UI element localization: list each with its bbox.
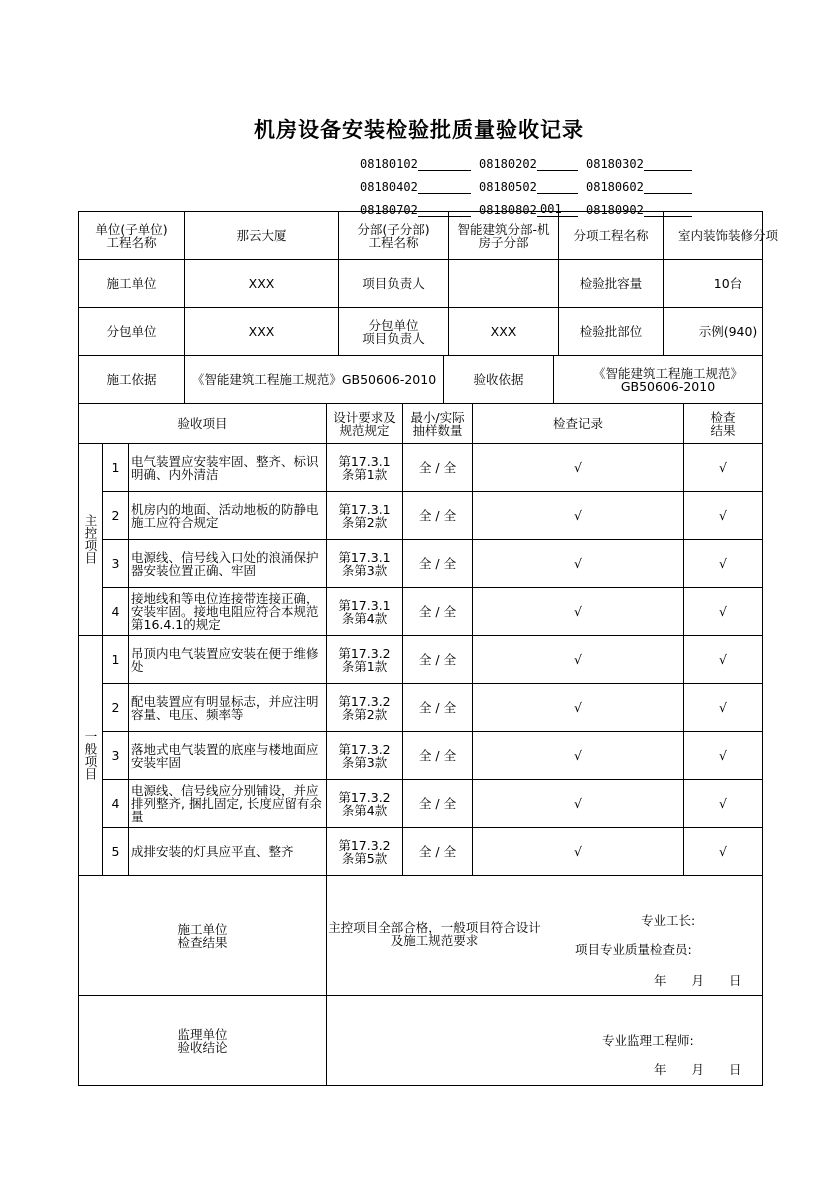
item-record: √ xyxy=(473,684,684,732)
batch-capacity-label: 检验批容量 xyxy=(559,260,664,307)
table-row xyxy=(79,260,763,308)
code-value: 001 xyxy=(537,202,578,217)
header-row xyxy=(79,356,763,404)
subcontract-manager-label: 分包单位 项目负责人 xyxy=(339,308,449,355)
item-record: √ xyxy=(473,780,684,828)
table-row xyxy=(79,444,763,492)
acceptance-basis-label: 验收依据 xyxy=(444,356,554,403)
item-description: 成排安装的灯具应平直、整齐 xyxy=(129,828,327,876)
subcontract-unit-value: XXX xyxy=(185,308,339,355)
table-row xyxy=(79,636,763,684)
item-project-value: 室内装饰装修分项 xyxy=(664,212,793,259)
item-spec: 第17.3.1 条第2款 xyxy=(327,492,403,540)
batch-location-value: 示例(940) xyxy=(664,308,793,355)
code-value xyxy=(418,156,471,171)
code-value xyxy=(418,179,471,194)
code-value xyxy=(644,179,692,194)
table-row xyxy=(79,540,763,588)
item-result: √ xyxy=(684,636,763,684)
item-sample: 全 / 全 xyxy=(403,588,473,636)
foreman-signature: 专业工长: xyxy=(641,912,696,928)
item-result: √ xyxy=(684,588,763,636)
item-sample: 全 / 全 xyxy=(403,492,473,540)
table-row xyxy=(79,876,763,996)
item-spec: 第17.3.1 条第3款 xyxy=(327,540,403,588)
table-row xyxy=(79,588,763,636)
item-number: 3 xyxy=(103,732,129,780)
col-item-header: 验收项目 xyxy=(79,404,327,444)
code-entry xyxy=(479,179,586,194)
table-row xyxy=(79,780,763,828)
col-record-header: 检查记录 xyxy=(473,404,684,444)
acceptance-basis-value: 《智能建筑工程施工规范》 GB50606-2010 xyxy=(554,356,783,403)
table-row xyxy=(79,404,763,444)
code-number: 08180802 xyxy=(479,203,537,217)
item-sample: 全 / 全 xyxy=(403,540,473,588)
code-value xyxy=(537,156,578,171)
construction-check-label: 施工单位 检查结果 xyxy=(79,876,327,996)
item-result: √ xyxy=(684,732,763,780)
item-sample: 全 / 全 xyxy=(403,828,473,876)
item-sample: 全 / 全 xyxy=(403,444,473,492)
table-row xyxy=(79,212,763,260)
construction-check-body xyxy=(327,876,763,996)
header-row xyxy=(79,260,763,308)
code-number: 08180702 xyxy=(360,203,418,217)
code-value xyxy=(537,179,578,194)
construction-date: 年 月 日 xyxy=(654,972,742,988)
table-row xyxy=(79,308,763,356)
construction-unit-label: 施工单位 xyxy=(106,276,157,291)
code-number: 08180402 xyxy=(360,180,418,194)
item-record: √ xyxy=(473,636,684,684)
item-spec: 第17.3.2 条第1款 xyxy=(327,636,403,684)
item-number: 1 xyxy=(103,636,129,684)
item-sample: 全 / 全 xyxy=(403,732,473,780)
item-description: 接地线和等电位连接带连接正确，安装牢固。接地电阻应符合本规范第16.4.1的规定 xyxy=(129,588,327,636)
code-entry xyxy=(360,179,479,194)
subcontract-manager-value: XXX xyxy=(449,308,559,355)
item-spec: 第17.3.1 条第4款 xyxy=(327,588,403,636)
construction-sign-area xyxy=(327,877,762,995)
code-block xyxy=(360,148,692,217)
item-description: 电源线、信号线应分别铺设，并应排列整齐, 捆扎固定, 长度应留有余量 xyxy=(129,780,327,828)
item-number: 5 xyxy=(103,828,129,876)
general-group-label xyxy=(79,636,103,876)
table-row xyxy=(79,492,763,540)
main-group-label xyxy=(79,444,103,636)
col-spec-header: 设计要求及 规范规定 xyxy=(327,404,403,444)
item-description: 落地式电气装置的底座与楼地面应安装牢固 xyxy=(129,732,327,780)
subcontract-unit-label: 分包单位 xyxy=(106,324,157,339)
item-result: √ xyxy=(684,780,763,828)
header-row xyxy=(79,308,763,356)
code-row xyxy=(360,148,692,171)
inspector-signature: 项目专业质量检查员: xyxy=(575,941,692,957)
project-manager-value xyxy=(449,260,559,307)
code-entry xyxy=(479,156,586,171)
batch-location-label: 检验批部位 xyxy=(559,308,664,355)
main-group-label-text: 主控项目 xyxy=(83,513,98,564)
item-number: 2 xyxy=(103,492,129,540)
item-result: √ xyxy=(684,540,763,588)
item-number: 3 xyxy=(103,540,129,588)
general-group-label-text: 一般项目 xyxy=(83,729,98,780)
page-title: 机房设备安装检验批质量验收记录 xyxy=(254,118,584,142)
supervision-sign-area xyxy=(327,997,762,1085)
construction-conclusion: 主控项目全部合格，一般项目符合设计及施工规范要求 xyxy=(328,919,541,948)
item-spec: 第17.3.1 条第1款 xyxy=(327,444,403,492)
item-result: √ xyxy=(684,444,763,492)
item-number: 1 xyxy=(103,444,129,492)
code-number: 08180202 xyxy=(479,157,537,171)
table-row xyxy=(79,828,763,876)
supervision-engineer: 专业监理工程师: xyxy=(602,1032,694,1048)
code-number: 08180502 xyxy=(479,180,537,194)
item-spec: 第17.3.2 条第5款 xyxy=(327,828,403,876)
item-description: 配电装置应有明显标志，并应注明容量、电压、频率等 xyxy=(129,684,327,732)
item-result: √ xyxy=(684,828,763,876)
unit-project-label: 单位(子单位) 工程名称 xyxy=(95,221,168,250)
item-project-label: 分项工程名称 xyxy=(559,212,664,259)
code-number: 08180902 xyxy=(586,203,644,217)
item-description: 吊顶内电气装置应安装在便于维修处 xyxy=(129,636,327,684)
batch-capacity-value: 10台 xyxy=(664,260,793,307)
item-record: √ xyxy=(473,444,684,492)
item-description: 电气装置应安装牢固、整齐、标识明确、内外清洁 xyxy=(129,444,327,492)
item-number: 4 xyxy=(103,588,129,636)
code-value xyxy=(644,156,692,171)
item-result: √ xyxy=(684,492,763,540)
acceptance-form xyxy=(78,211,778,1086)
sub-project-label: 分部(子分部) 工程名称 xyxy=(339,212,449,259)
code-number: 08180602 xyxy=(586,180,644,194)
code-row xyxy=(360,171,692,194)
code-entry xyxy=(586,156,692,171)
table-row xyxy=(79,684,763,732)
item-record: √ xyxy=(473,732,684,780)
item-record: √ xyxy=(473,492,684,540)
item-spec: 第17.3.2 条第2款 xyxy=(327,684,403,732)
item-sample: 全 / 全 xyxy=(403,780,473,828)
supervision-body xyxy=(327,996,763,1086)
item-result: √ xyxy=(684,684,763,732)
supervision-date: 年 月 日 xyxy=(654,1061,742,1077)
table-row xyxy=(79,356,763,404)
construction-basis-value: 《智能建筑工程施工规范》GB50606-2010 xyxy=(185,356,444,403)
construction-unit-value: XXX xyxy=(185,260,339,307)
code-entry xyxy=(586,179,692,194)
code-number: 08180302 xyxy=(586,157,644,171)
table-row xyxy=(79,732,763,780)
code-number: 08180102 xyxy=(360,157,418,171)
unit-project-value: 那云大厦 xyxy=(185,212,339,259)
item-number: 4 xyxy=(103,780,129,828)
item-spec: 第17.3.2 条第4款 xyxy=(327,780,403,828)
item-spec: 第17.3.2 条第3款 xyxy=(327,732,403,780)
item-record: √ xyxy=(473,588,684,636)
construction-basis-label: 施工依据 xyxy=(106,372,157,387)
item-number: 2 xyxy=(103,684,129,732)
col-sample-header: 最小/实际 抽样数量 xyxy=(403,404,473,444)
item-description: 电源线、信号线入口处的浪涌保护器安装位置正确、牢固 xyxy=(129,540,327,588)
table-row xyxy=(79,996,763,1086)
code-entry xyxy=(360,156,479,171)
item-description: 机房内的地面、活动地板的防静电施工应符合规定 xyxy=(129,492,327,540)
header-row xyxy=(79,212,778,260)
sub-project-value: 智能建筑分部-机 房子分部 xyxy=(449,212,559,259)
supervision-label: 监理单位 验收结论 xyxy=(79,996,327,1086)
project-manager-label: 项目负责人 xyxy=(339,260,449,307)
col-result-header: 检查 结果 xyxy=(684,404,763,444)
item-record: √ xyxy=(473,828,684,876)
item-sample: 全 / 全 xyxy=(403,684,473,732)
item-sample: 全 / 全 xyxy=(403,636,473,684)
item-record: √ xyxy=(473,540,684,588)
